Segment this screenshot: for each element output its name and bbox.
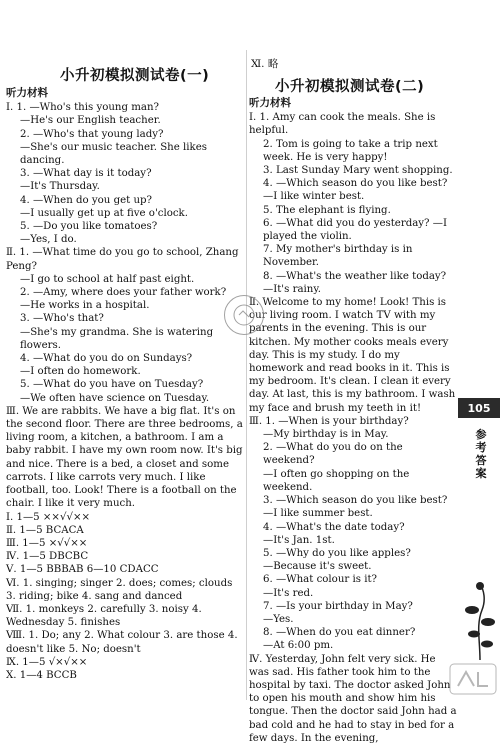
left-line: 5. —Do you like tomatoes? xyxy=(20,221,158,233)
left-answer: Ⅲ. 1—5 ×√√×× xyxy=(6,537,88,549)
right-top-note: Ⅺ. 略 xyxy=(251,58,279,70)
left-line: Ⅰ. 1. —Who's this young man? xyxy=(6,102,159,114)
right-passage: Ⅳ. Yesterday, John felt very sick. He was sad. His father took him to the hospital by taxi. The doctor asked John to open his mouth and show him his tongue. Then the doctor said John had a bad cold and he had to stay in bed for a few days. In the evening, xyxy=(249,653,457,744)
right-line: —It's red. xyxy=(263,587,314,599)
right-line: —Because it's sweet. xyxy=(263,561,372,573)
right-line: —My birthday is in May. xyxy=(263,429,389,441)
right-section-heading: 听力材料 xyxy=(249,97,291,109)
left-answer: Ⅸ. 1—5 √×√×× xyxy=(6,656,88,668)
left-line: Ⅱ. 1. —What time do you go to school, Zhang Peng? xyxy=(6,247,239,272)
right-line: —I like winter best. xyxy=(263,191,365,203)
right-line: Ⅲ. 1. —When is your birthday? xyxy=(249,415,409,427)
left-line: —She's my grandma. She is watering flowers. xyxy=(20,326,214,351)
left-line: —She's our music teacher. She likes dancing. xyxy=(20,141,207,167)
left-answer: Ⅳ. 1—5 DBCBC xyxy=(6,551,89,563)
right-line: 3. Last Sunday Mary went shopping. xyxy=(263,165,453,177)
left-line: 3. —Who's that? xyxy=(20,313,104,325)
right-line: 5. The elephant is flying. xyxy=(263,204,391,216)
right-line: —It's rainy. xyxy=(263,283,321,295)
right-line: 7. My mother's birthday is in November. xyxy=(263,244,413,269)
left-line: —He's our English teacher. xyxy=(20,115,161,127)
right-line: 8. —What's the weather like today? xyxy=(263,270,447,282)
plant-illustration-icon xyxy=(462,580,498,660)
right-line: 6. —What colour is it? xyxy=(263,574,378,586)
left-answer: Ⅹ. 1—4 BCCB xyxy=(6,669,77,681)
left-line: 3. —What day is it today? xyxy=(20,168,152,180)
answer-key-tab-label xyxy=(474,428,488,480)
right-line: —Yes. xyxy=(263,613,294,625)
right-line: —It's Jan. 1st. xyxy=(263,534,335,546)
left-line: —I usually get up at five o'clock. xyxy=(20,207,188,219)
stamp-mark xyxy=(224,295,264,335)
right-line: 2. Tom is going to take a trip next week. He is very happy! xyxy=(263,138,438,163)
right-line: 7. —Is your birthday in May? xyxy=(263,600,413,612)
right-line: —I often go shopping on the weekend. xyxy=(263,468,410,493)
right-line: Ⅰ. 1. Amy can cook the meals. She is helpful. xyxy=(249,112,436,137)
left-answer: Ⅶ. 1. monkeys 2. carefully 3. noisy 4. Wednesday 5. finishes xyxy=(6,603,202,629)
watermark-logo-icon xyxy=(448,660,498,698)
left-line: —I often do homework. xyxy=(20,366,141,378)
left-line: 2. —Amy, where does your father work? xyxy=(20,287,227,299)
right-line: —At 6:00 pm. xyxy=(263,640,334,652)
left-section-heading: 听力材料 xyxy=(6,87,48,99)
tab-char: 案 xyxy=(475,467,487,480)
column-divider xyxy=(246,50,247,700)
right-column xyxy=(249,97,457,745)
left-answer: Ⅴ. 1—5 BBBAB 6—10 CDACC xyxy=(6,564,159,576)
right-line: 4. —What's the date today? xyxy=(263,521,405,533)
tab-char: 考 xyxy=(475,441,487,454)
tab-char: 答 xyxy=(475,454,487,467)
left-line: 4. —When do you get up? xyxy=(20,194,153,206)
right-passage: Ⅱ. Welcome to my home! Look! This is our living room. I watch TV with my parents in the evening. This is our kitchen. My mother cooks meals every day. This is my study. I do my homework and read books in it. This is my bedroom. It's clean. I clean it every day. At last, this is my bathroom. I wash my face and brush my teeth in it! xyxy=(249,297,456,414)
left-line: 4. —What do you do on Sundays? xyxy=(20,353,193,365)
left-line: —Yes, I do. xyxy=(20,234,77,246)
left-answer: Ⅰ. 1—5 ××√√×× xyxy=(6,511,91,523)
tab-char: 参 xyxy=(475,428,487,441)
right-line: 3. —Which season do you like best? xyxy=(263,495,448,507)
page-number-tab: 105 xyxy=(458,398,500,418)
right-line: 4. —Which season do you like best? xyxy=(263,178,448,190)
left-page-title: 小升初模拟测试卷(一) xyxy=(60,68,210,84)
stamp-icon xyxy=(231,302,257,328)
left-line: —We often have science on Tuesday. xyxy=(20,392,210,404)
left-answer: Ⅷ. 1. Do; any 2. What colour 3. are those 4. doesn't like 5. No; doesn't xyxy=(6,630,238,655)
left-line: 2. —Who's that young lady? xyxy=(20,128,164,140)
left-column xyxy=(6,87,244,682)
right-page-title: 小升初模拟测试卷(二) xyxy=(275,79,425,95)
left-passage: Ⅲ. We are rabbits. We have a big flat. It's on the second floor. There are three bedrooms, a living room, a kitchen, a bathroom. I am a baby rabbit. I have my own room now. It's big and nice. There is a bed, a closet and some carrots. I like carrots very much. I like football, too. Look! There is a football on the chair. I like it very much. xyxy=(6,405,243,510)
left-line: —I go to school at half past eight. xyxy=(20,273,195,285)
left-line: 5. —What do you have on Tuesday? xyxy=(20,379,204,391)
left-answer: Ⅱ. 1—5 BCACA xyxy=(6,524,84,536)
right-line: —I like summer best. xyxy=(263,508,373,520)
right-line: 2. —What do you do on the weekend? xyxy=(263,442,403,467)
right-line: 5. —Why do you like apples? xyxy=(263,547,411,559)
right-line: 6. —What did you do yesterday? —I played the violin. xyxy=(263,217,447,243)
left-answer: Ⅵ. 1. singing; singer 2. does; comes; clouds 3. riding; bike 4. sang and danced xyxy=(6,577,233,602)
left-line: —He works in a hospital. xyxy=(20,300,150,312)
right-line: 8. —When do you eat dinner? xyxy=(263,627,416,639)
left-line: —It's Thursday. xyxy=(20,181,100,193)
